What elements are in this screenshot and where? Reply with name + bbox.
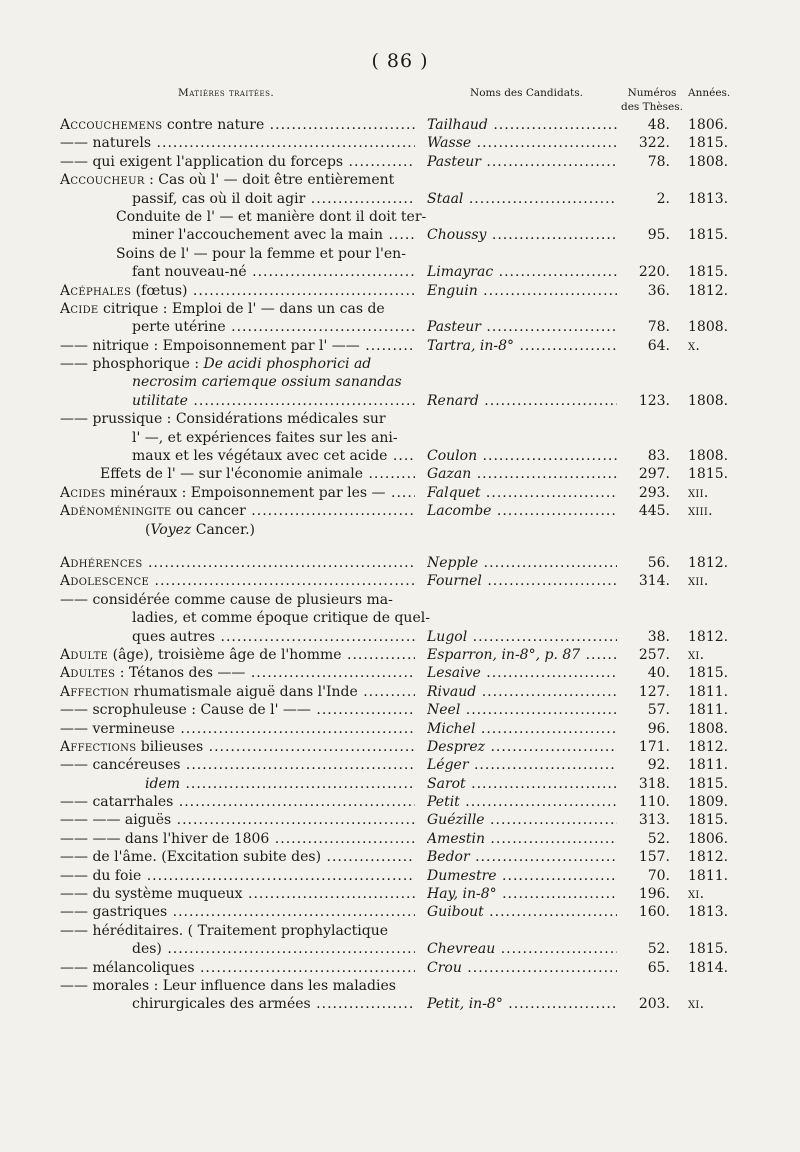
index-entry xyxy=(0,959,800,977)
year: 1812. xyxy=(688,628,729,645)
subject-text: Adolescence ..... xyxy=(60,572,415,590)
subject-text: —— vermineuse ..... xyxy=(60,720,415,738)
candidate-name: Guézille ..... xyxy=(427,811,617,829)
subject-text: l' —, et expériences faites sur les ani- xyxy=(132,429,398,446)
entry-line xyxy=(0,171,800,189)
entry-line xyxy=(0,355,800,373)
candidate-name: Pasteur ..... xyxy=(427,153,617,171)
index-entry xyxy=(0,977,800,1014)
year: 1813. xyxy=(688,190,729,207)
entry-line xyxy=(0,318,800,336)
candidate-name: Gazan ..... xyxy=(427,465,617,483)
subject-text: fant nouveau-né ..... xyxy=(132,263,415,281)
thesis-number: 196. xyxy=(638,886,670,903)
index-entry xyxy=(0,337,800,355)
subject-text: —— de l'âme. (Excitation subite des) ..... xyxy=(60,848,415,866)
candidate-name: Crou ..... xyxy=(427,959,617,977)
header-numeros xyxy=(612,86,692,114)
subject-text: Adhérences ..... xyxy=(60,554,415,572)
entry-line xyxy=(0,447,800,465)
entry-line xyxy=(0,392,800,410)
subject-text: —— naturels ..... xyxy=(60,134,415,152)
subject-text: perte utérine ..... xyxy=(132,318,415,336)
entry-line xyxy=(0,116,800,134)
index-entry xyxy=(0,554,800,572)
year: 1811. xyxy=(688,867,729,884)
entry-line xyxy=(0,646,800,664)
candidate-name: Coulon ..... xyxy=(427,447,617,465)
entry-line xyxy=(0,720,800,738)
entry-line xyxy=(0,701,800,719)
subject-text: des) ..... xyxy=(132,940,415,958)
subject-text: maux et les végétaux avec cet acide ..... xyxy=(132,447,415,465)
thesis-number: 57. xyxy=(647,702,670,719)
year: 1808. xyxy=(688,720,729,737)
candidate-name: Guibout ..... xyxy=(427,903,617,921)
year: 1811. xyxy=(688,757,729,774)
subject-text: Adulte (âge), troisième âge de l'homme ..... xyxy=(60,646,415,664)
thesis-number: 96. xyxy=(647,720,670,737)
header-numeros-line1: Numéros xyxy=(627,87,677,99)
entry-line xyxy=(0,811,800,829)
subject-text: Adénoméningite ou cancer ..... xyxy=(60,502,415,520)
entry-line xyxy=(0,959,800,977)
candidate-name: Staal ..... xyxy=(427,190,617,208)
entry-line xyxy=(0,282,800,300)
entry-line xyxy=(0,572,800,590)
thesis-number: 38. xyxy=(647,628,670,645)
entry-line xyxy=(0,153,800,171)
index-entry xyxy=(0,282,800,300)
thesis-number: 52. xyxy=(647,830,670,847)
year: 1811. xyxy=(688,702,729,719)
subject-text: chirurgicales des armées ..... xyxy=(132,995,415,1013)
subject-text: —— prussique : Considérations médicales sur xyxy=(60,411,386,428)
entry-line xyxy=(0,664,800,682)
year: x. xyxy=(688,337,701,354)
entry-line xyxy=(0,484,800,502)
candidate-name: Léger ..... xyxy=(427,756,617,774)
entry-line xyxy=(0,410,800,428)
entry-line xyxy=(0,683,800,701)
index-entry xyxy=(0,738,800,756)
index-entry xyxy=(0,591,800,646)
entry-line xyxy=(0,995,800,1013)
subject-text: —— —— dans l'hiver de 1806 ..... xyxy=(60,830,415,848)
subject-text: Affection rhumatismale aiguë dans l'Inde ..... xyxy=(60,683,415,701)
subject-text: —— scrophuleuse : Cause de l' —— ..... xyxy=(60,701,415,719)
thesis-number: 78. xyxy=(647,153,670,170)
thesis-number: 65. xyxy=(647,959,670,976)
subject-text: —— morales : Leur influence dans les maladies xyxy=(60,977,396,994)
year: 1812. xyxy=(688,849,729,866)
entry-line xyxy=(0,609,800,627)
thesis-number: 322. xyxy=(638,135,670,152)
year: 1815. xyxy=(688,775,729,792)
year: 1806. xyxy=(688,117,729,133)
candidate-name: Chevreau ..... xyxy=(427,940,617,958)
subject-text: miner l'accouchement avec la main ..... xyxy=(132,226,415,244)
thesis-number: 48. xyxy=(647,117,670,133)
year: 1815. xyxy=(688,135,729,152)
index-entry xyxy=(0,885,800,903)
subject-text: passif, cas où il doit agir ..... xyxy=(132,190,415,208)
thesis-number: 445. xyxy=(638,503,670,520)
entry-line xyxy=(0,922,800,940)
subject-text: necrosim cariemque ossium sanandas xyxy=(132,374,402,391)
index-entry xyxy=(0,410,800,465)
candidate-name: Lesaive ..... xyxy=(427,664,617,682)
subject-text: —— —— aiguës ..... xyxy=(60,811,415,829)
year: 1808. xyxy=(688,319,729,336)
header-numeros-line2: des Thèses. xyxy=(621,101,683,113)
subject-text: utilitate ..... xyxy=(132,392,415,410)
thesis-number: 314. xyxy=(638,573,670,590)
subject-text: —— qui exigent l'application du forceps ..... xyxy=(60,153,415,171)
index-entry xyxy=(0,664,800,682)
candidate-name: Nepple ..... xyxy=(427,554,617,572)
entry-line xyxy=(0,521,800,539)
subject-text: Acéphales (fœtus) ..... xyxy=(60,282,415,300)
candidate-name: Hay, in-8° ..... xyxy=(427,885,617,903)
thesis-number: 318. xyxy=(638,775,670,792)
subject-text: —— phosphorique : De acidi phosphorici ad xyxy=(60,356,372,373)
index-entry xyxy=(0,811,800,829)
subject-text: (Voyez Cancer.) xyxy=(145,521,256,538)
year: 1808. xyxy=(688,392,729,409)
subject-text: idem ..... xyxy=(145,775,415,793)
year: 1811. xyxy=(688,683,729,700)
header-annees: Années. xyxy=(688,87,731,99)
entry-line xyxy=(0,867,800,885)
index-entry xyxy=(0,300,800,337)
index-entry xyxy=(0,683,800,701)
candidate-name: Wasse ..... xyxy=(427,134,617,152)
thesis-number: 313. xyxy=(638,812,670,829)
header-noms: Noms des Candidats. xyxy=(470,87,583,99)
header-matieres: Matières traitées. xyxy=(178,87,275,99)
year: xii. xyxy=(688,573,709,590)
entry-line xyxy=(0,337,800,355)
subject-text: —— catarrhales ..... xyxy=(60,793,415,811)
candidate-name: Limayrac ..... xyxy=(427,263,617,281)
thesis-number: 220. xyxy=(638,264,670,281)
subject-text: Adultes : Tétanos des —— ..... xyxy=(60,664,415,682)
year: 1812. xyxy=(688,282,729,299)
year: 1808. xyxy=(688,153,729,170)
candidate-name: Enguin ..... xyxy=(427,282,617,300)
index-entry xyxy=(0,572,800,590)
thesis-number: 257. xyxy=(638,646,670,663)
index-entry xyxy=(0,922,800,959)
entry-line xyxy=(0,756,800,774)
candidate-name: Tartra, in-8° ..... xyxy=(427,337,617,355)
year: 1809. xyxy=(688,794,729,811)
thesis-number: 95. xyxy=(647,227,670,244)
thesis-number: 2. xyxy=(656,190,670,207)
entry-line xyxy=(0,429,800,447)
year: 1812. xyxy=(688,554,729,571)
index-table xyxy=(0,116,800,1014)
index-entry xyxy=(0,502,800,520)
index-entry xyxy=(0,756,800,774)
subject-text: —— du foie ..... xyxy=(60,867,415,885)
thesis-number: 83. xyxy=(647,448,670,465)
subject-text: ques autres ..... xyxy=(132,628,415,646)
thesis-number: 56. xyxy=(647,554,670,571)
year: xi. xyxy=(688,886,705,903)
entry-line xyxy=(0,940,800,958)
entry-line xyxy=(0,300,800,318)
index-entry xyxy=(0,245,800,282)
thesis-number: 123. xyxy=(638,392,670,409)
index-entry xyxy=(0,153,800,171)
entry-line xyxy=(0,263,800,281)
candidate-name: Lugol ..... xyxy=(427,628,617,646)
subject-text: —— considérée comme cause de plusieurs ma- xyxy=(60,591,393,608)
thesis-number: 36. xyxy=(647,282,670,299)
year: 1812. xyxy=(688,738,729,755)
index-entry xyxy=(0,171,800,208)
thesis-number: 157. xyxy=(638,849,670,866)
entry-line xyxy=(0,830,800,848)
index-entry xyxy=(0,646,800,664)
subject-text: —— héréditaires. ( Traitement prophylactique xyxy=(60,922,389,939)
index-entry xyxy=(0,208,800,245)
year: 1808. xyxy=(688,448,729,465)
thesis-number: 160. xyxy=(638,904,670,921)
subject-text: Accoucheur : Cas où l' — doit être entièrement xyxy=(60,172,395,189)
year: 1814. xyxy=(688,959,729,976)
entry-line xyxy=(0,848,800,866)
index-entry xyxy=(0,521,800,539)
year: xiii. xyxy=(688,503,713,520)
subject-text: —— gastriques ..... xyxy=(60,903,415,921)
candidate-name: Fournel ..... xyxy=(427,572,617,590)
entry-line xyxy=(0,793,800,811)
entry-line xyxy=(0,226,800,244)
entry-line xyxy=(0,373,800,391)
entry-line xyxy=(0,903,800,921)
index-entry xyxy=(0,701,800,719)
thesis-number: 297. xyxy=(638,466,670,483)
entry-line xyxy=(0,628,800,646)
entry-line xyxy=(0,591,800,609)
year: 1815. xyxy=(688,466,729,483)
index-entry xyxy=(0,134,800,152)
subject-text: Affections bilieuses ..... xyxy=(60,738,415,756)
index-entry xyxy=(0,720,800,738)
candidate-name: Pasteur ..... xyxy=(427,318,617,336)
candidate-name: Petit, in-8° ..... xyxy=(427,995,617,1013)
subject-text: —— cancéreuses ..... xyxy=(60,756,415,774)
subject-text: Effets de l' — sur l'économie animale ..... xyxy=(100,465,415,483)
thesis-number: 171. xyxy=(638,738,670,755)
candidate-name: Tailhaud ..... xyxy=(427,116,617,134)
thesis-number: 70. xyxy=(647,867,670,884)
candidate-name: Sarot ..... xyxy=(427,775,617,793)
index-entry xyxy=(0,465,800,483)
index-entry xyxy=(0,793,800,811)
entry-line xyxy=(0,977,800,995)
subject-text: ladies, et comme époque critique de quel- xyxy=(132,610,430,627)
entry-line xyxy=(0,775,800,793)
thesis-number: 64. xyxy=(647,337,670,354)
index-entry xyxy=(0,355,800,410)
thesis-number: 203. xyxy=(638,996,670,1013)
subject-text: Accouchemens contre nature ..... xyxy=(60,116,415,134)
year: 1813. xyxy=(688,904,729,921)
thesis-number: 92. xyxy=(647,757,670,774)
index-entry xyxy=(0,116,800,134)
subject-text: —— mélancoliques ..... xyxy=(60,959,415,977)
entry-line xyxy=(0,190,800,208)
candidate-name: Neel ..... xyxy=(427,701,617,719)
subject-text: Acides minéraux : Empoisonnement par les — ..... xyxy=(60,484,415,502)
index-entry xyxy=(0,484,800,502)
entry-line xyxy=(0,134,800,152)
index-entry xyxy=(0,867,800,885)
year: xi. xyxy=(688,996,705,1013)
candidate-name: Desprez ..... xyxy=(427,738,617,756)
year: 1815. xyxy=(688,227,729,244)
subject-text: —— nitrique : Empoisonnement par l' —— ..... xyxy=(60,337,415,355)
entry-line xyxy=(0,245,800,263)
candidate-name: Falquet ..... xyxy=(427,484,617,502)
thesis-number: 40. xyxy=(647,665,670,682)
subject-text: Acide citrique : Emploi de l' — dans un cas de xyxy=(60,300,385,317)
entry-line xyxy=(0,738,800,756)
year: xi. xyxy=(688,646,705,663)
entry-line xyxy=(0,502,800,520)
index-entry xyxy=(0,830,800,848)
year: 1806. xyxy=(688,830,729,847)
candidate-name: Rivaud ..... xyxy=(427,683,617,701)
index-entry xyxy=(0,903,800,921)
candidate-name: Amestin ..... xyxy=(427,830,617,848)
year: xii. xyxy=(688,484,709,501)
subject-text: Conduite de l' — et manière dont il doit ter- xyxy=(116,208,427,225)
entry-line xyxy=(0,554,800,572)
year: 1815. xyxy=(688,264,729,281)
year: 1815. xyxy=(688,812,729,829)
year: 1815. xyxy=(688,941,729,958)
page-number: ( 86 ) xyxy=(371,50,429,72)
subject-text: —— du système muqueux ..... xyxy=(60,885,415,903)
candidate-name: Choussy ..... xyxy=(427,226,617,244)
thesis-number: 293. xyxy=(638,484,670,501)
entry-line xyxy=(0,465,800,483)
thesis-number: 110. xyxy=(638,794,670,811)
thesis-number: 127. xyxy=(638,683,670,700)
year: 1815. xyxy=(688,665,729,682)
candidate-name: Petit ..... xyxy=(427,793,617,811)
index-entry xyxy=(0,848,800,866)
candidate-name: Lacombe ..... xyxy=(427,502,617,520)
thesis-number: 78. xyxy=(647,319,670,336)
entry-line xyxy=(0,208,800,226)
candidate-name: Esparron, in-8°, p. 87 ..... xyxy=(427,646,617,664)
entry-line xyxy=(0,885,800,903)
candidate-name: Renard ..... xyxy=(427,392,617,410)
thesis-number: 52. xyxy=(647,941,670,958)
candidate-name: Bedor ..... xyxy=(427,848,617,866)
candidate-name: Dumestre ..... xyxy=(427,867,617,885)
candidate-name: Michel ..... xyxy=(427,720,617,738)
index-entry xyxy=(0,775,800,793)
subject-text: Soins de l' — pour la femme et pour l'en- xyxy=(116,245,406,262)
